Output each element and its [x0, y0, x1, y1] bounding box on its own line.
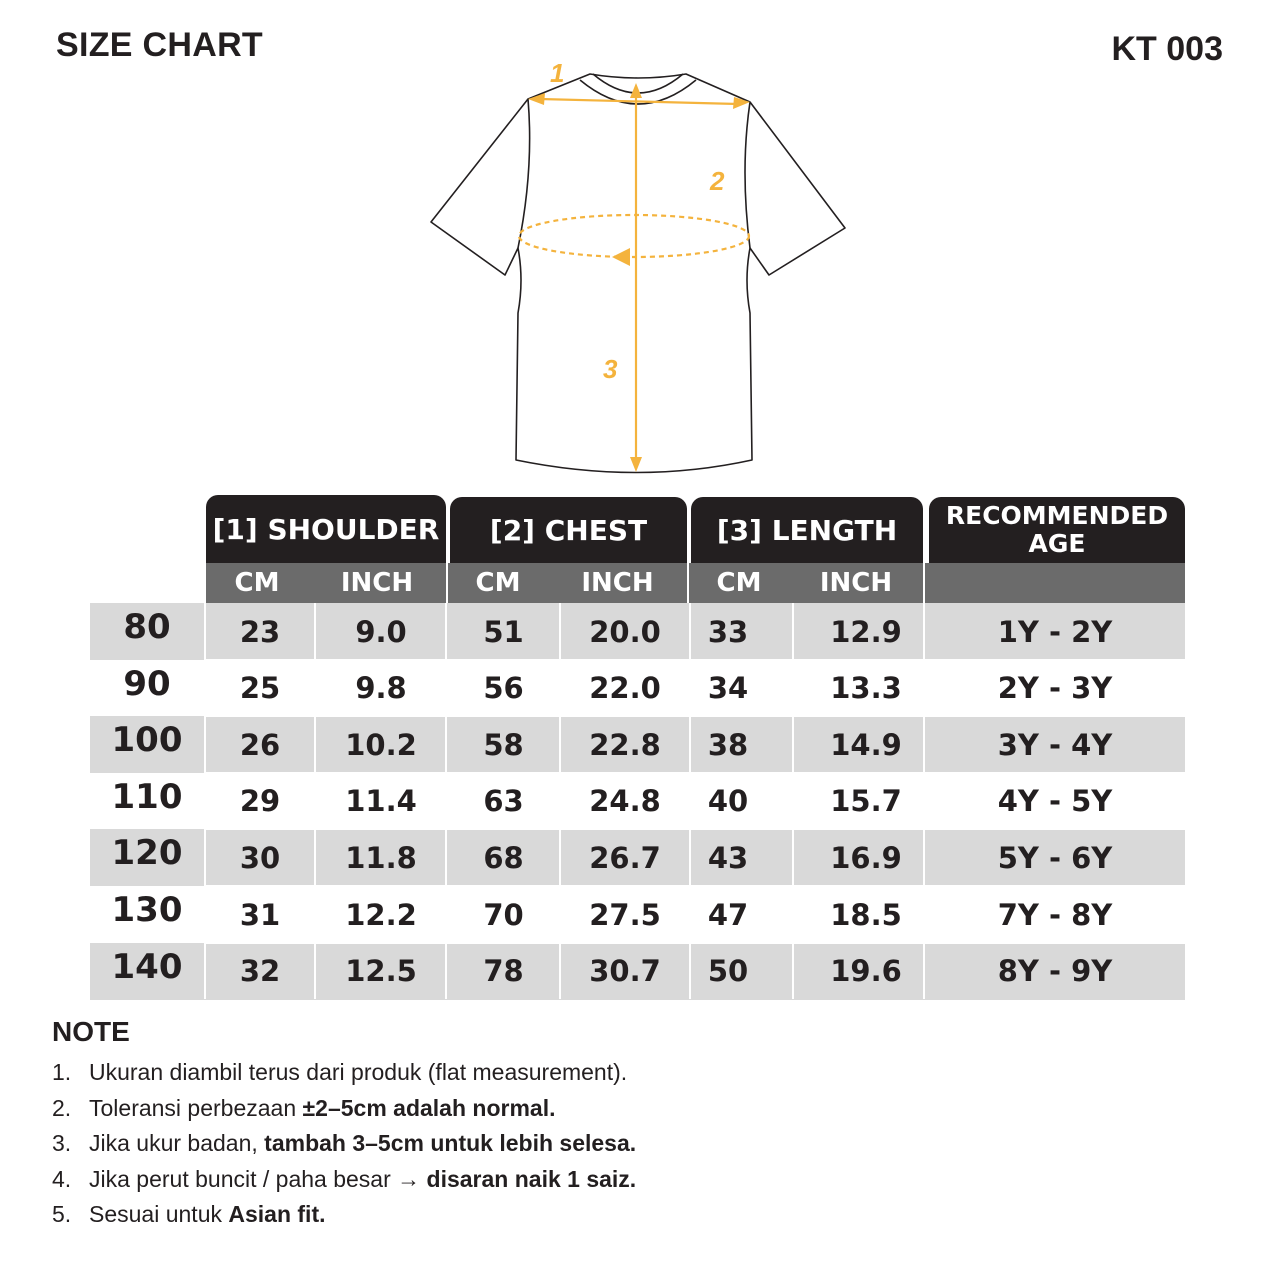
- table-row: [90, 603, 1185, 660]
- note-text-regular: Sesuai untuk: [89, 1201, 229, 1227]
- marker-1: 1: [550, 58, 565, 88]
- chest-inch-cell: 22.0: [589, 671, 661, 706]
- note-text: [89, 1127, 636, 1163]
- note-text-regular: Jika ukur badan,: [89, 1130, 265, 1156]
- chest-inch-cell: 27.5: [589, 897, 661, 932]
- column-divider: [559, 603, 561, 999]
- size-cell: 140: [111, 946, 183, 987]
- note-number: 5.: [52, 1201, 72, 1227]
- length-cm-cell: 43: [707, 840, 749, 875]
- column-divider: [689, 603, 691, 999]
- chest-cm-cell: 78: [483, 954, 524, 989]
- shoulder-cm-cell: 25: [239, 671, 281, 706]
- age-cell: 7Y - 8Y: [997, 897, 1113, 932]
- header-chest: [2] CHEST: [450, 497, 687, 563]
- chest-inch-cell: 22.8: [589, 727, 661, 762]
- chest-cm-cell: 70: [483, 897, 524, 932]
- header-age: [929, 497, 1185, 563]
- size-cell: 130: [111, 890, 183, 930]
- table-row: [90, 943, 1185, 1000]
- note-number: 2.: [52, 1094, 72, 1121]
- shoulder-cm-cell: 29: [239, 784, 281, 819]
- chest-cm-cell: 63: [483, 784, 524, 819]
- note-text-regular: Toleransi perbezaan: [89, 1094, 303, 1121]
- shoulder-inch-cell: 11.4: [345, 784, 417, 819]
- length-inch-cell: 12.9: [830, 614, 902, 649]
- length-cm-cell: 34: [707, 671, 749, 706]
- chest-inch-cell: 20.0: [589, 614, 661, 649]
- note-text: [89, 1056, 627, 1092]
- note-text-bold: ±2–5cm adalah normal.: [302, 1094, 556, 1121]
- shoulder-inch-cell: 12.5: [345, 954, 417, 989]
- note-item: [52, 1092, 636, 1128]
- row-divider: [205, 942, 1185, 944]
- subheader-cm: CM: [716, 568, 762, 598]
- subheader-inch: INCH: [581, 568, 654, 598]
- note-number: 3.: [52, 1130, 72, 1156]
- length-cm-cell: 50: [707, 954, 749, 989]
- note-text-regular: Ukuran diambil terus dari produk (flat measurement).: [89, 1059, 628, 1085]
- subheader-inch: INCH: [340, 568, 414, 598]
- subheader-length: [689, 563, 923, 603]
- subheader-chest: [448, 563, 687, 603]
- shoulder-cm-cell: 30: [239, 840, 281, 875]
- size-cell: 80: [123, 607, 171, 647]
- column-divider: [445, 603, 447, 999]
- chest-cm-cell: 51: [483, 614, 524, 649]
- length-inch-cell: 13.3: [830, 671, 902, 706]
- age-cell: 1Y - 2Y: [997, 614, 1113, 649]
- header-shoulder: [1] SHOULDER: [206, 495, 446, 563]
- subheader-cm: CM: [475, 568, 521, 598]
- note-item: [52, 1163, 636, 1199]
- shoulder-inch-cell: 9.8: [355, 671, 407, 706]
- shoulder-inch-cell: 10.2: [345, 727, 417, 762]
- size-cell: 110: [111, 776, 183, 817]
- shoulder-cm-cell: 23: [239, 614, 281, 649]
- tshirt-diagram: [420, 55, 860, 480]
- header-age-line2: AGE: [1028, 529, 1086, 558]
- length-inch-cell: 14.9: [830, 727, 902, 762]
- product-code: KT 003: [1111, 30, 1223, 68]
- note-text: [89, 1163, 636, 1199]
- shoulder-inch-cell: 11.8: [345, 840, 417, 875]
- shoulder-cm-cell: 26: [239, 727, 281, 762]
- header-age-line1: RECOMMENDED: [945, 501, 1169, 530]
- length-cm-cell: 40: [707, 784, 749, 819]
- note-text-bold: disaran naik 1 saiz.: [426, 1165, 637, 1192]
- chest-inch-cell: 26.7: [589, 840, 661, 875]
- note-text: [89, 1198, 326, 1234]
- length-inch-cell: 16.9: [830, 840, 902, 875]
- shoulder-cm-cell: 32: [239, 954, 281, 989]
- table-row: [90, 886, 1185, 943]
- chest-inch-cell: 30.7: [589, 954, 661, 989]
- table-row: [90, 716, 1185, 773]
- page-title: SIZE CHART: [56, 26, 263, 64]
- age-cell: 2Y - 3Y: [997, 671, 1113, 706]
- note-text-regular: Jika perut buncit / paha besar →: [89, 1165, 427, 1192]
- subheader-age: [925, 563, 1185, 603]
- chest-cm-cell: 56: [483, 671, 524, 706]
- note-number: 1.: [52, 1059, 72, 1085]
- shoulder-cm-cell: 31: [239, 897, 281, 932]
- age-cell: 4Y - 5Y: [997, 784, 1113, 819]
- shoulder-inch-cell: 9.0: [355, 614, 407, 649]
- age-cell: 5Y - 6Y: [997, 840, 1113, 875]
- header-length: [3] LENGTH: [691, 497, 923, 563]
- subheader-inch: INCH: [819, 568, 893, 598]
- chest-cm-cell: 58: [483, 727, 524, 762]
- marker-2: 2: [710, 166, 725, 196]
- length-cm-cell: 47: [707, 897, 749, 932]
- note-item: [52, 1198, 636, 1234]
- size-cell: 90: [123, 663, 171, 704]
- column-divider: [204, 603, 206, 999]
- tshirt-outline: [431, 74, 845, 473]
- row-divider: [205, 828, 1185, 830]
- note-item: [52, 1127, 636, 1163]
- chest-inch-cell: 24.8: [589, 784, 661, 819]
- row-divider: [205, 772, 1185, 774]
- column-divider: [314, 603, 316, 999]
- note-number: 4.: [52, 1165, 72, 1192]
- row-divider: [205, 885, 1185, 887]
- age-cell: 3Y - 4Y: [997, 727, 1113, 762]
- row-divider: [205, 659, 1185, 661]
- shoulder-inch-cell: 12.2: [345, 897, 417, 932]
- length-inch-cell: 18.5: [830, 897, 902, 932]
- table-row: [90, 773, 1185, 830]
- table-row: [90, 660, 1185, 717]
- note-text: [89, 1092, 556, 1128]
- note-list: [52, 1056, 636, 1234]
- marker-3: 3: [603, 354, 618, 384]
- age-cell: 8Y - 9Y: [997, 954, 1113, 989]
- length-cm-cell: 33: [707, 614, 749, 649]
- note-text-bold: tambah 3–5cm untuk lebih selesa.: [264, 1130, 637, 1156]
- length-inch-cell: 15.7: [830, 784, 902, 819]
- subheader-cm: CM: [234, 568, 280, 598]
- note-item: [52, 1056, 636, 1092]
- note-title: NOTE: [52, 1016, 130, 1047]
- size-cell: 120: [111, 833, 183, 874]
- note-text-bold: Asian fit.: [228, 1201, 326, 1227]
- column-divider: [792, 603, 794, 999]
- size-cell: 100: [111, 720, 183, 761]
- length-cm-cell: 38: [707, 727, 749, 762]
- chest-cm-cell: 68: [483, 840, 524, 875]
- subheader-shoulder: [206, 563, 446, 603]
- column-divider: [923, 603, 925, 999]
- length-inch-cell: 19.6: [830, 954, 902, 989]
- table-row: [90, 829, 1185, 886]
- row-divider: [205, 715, 1185, 717]
